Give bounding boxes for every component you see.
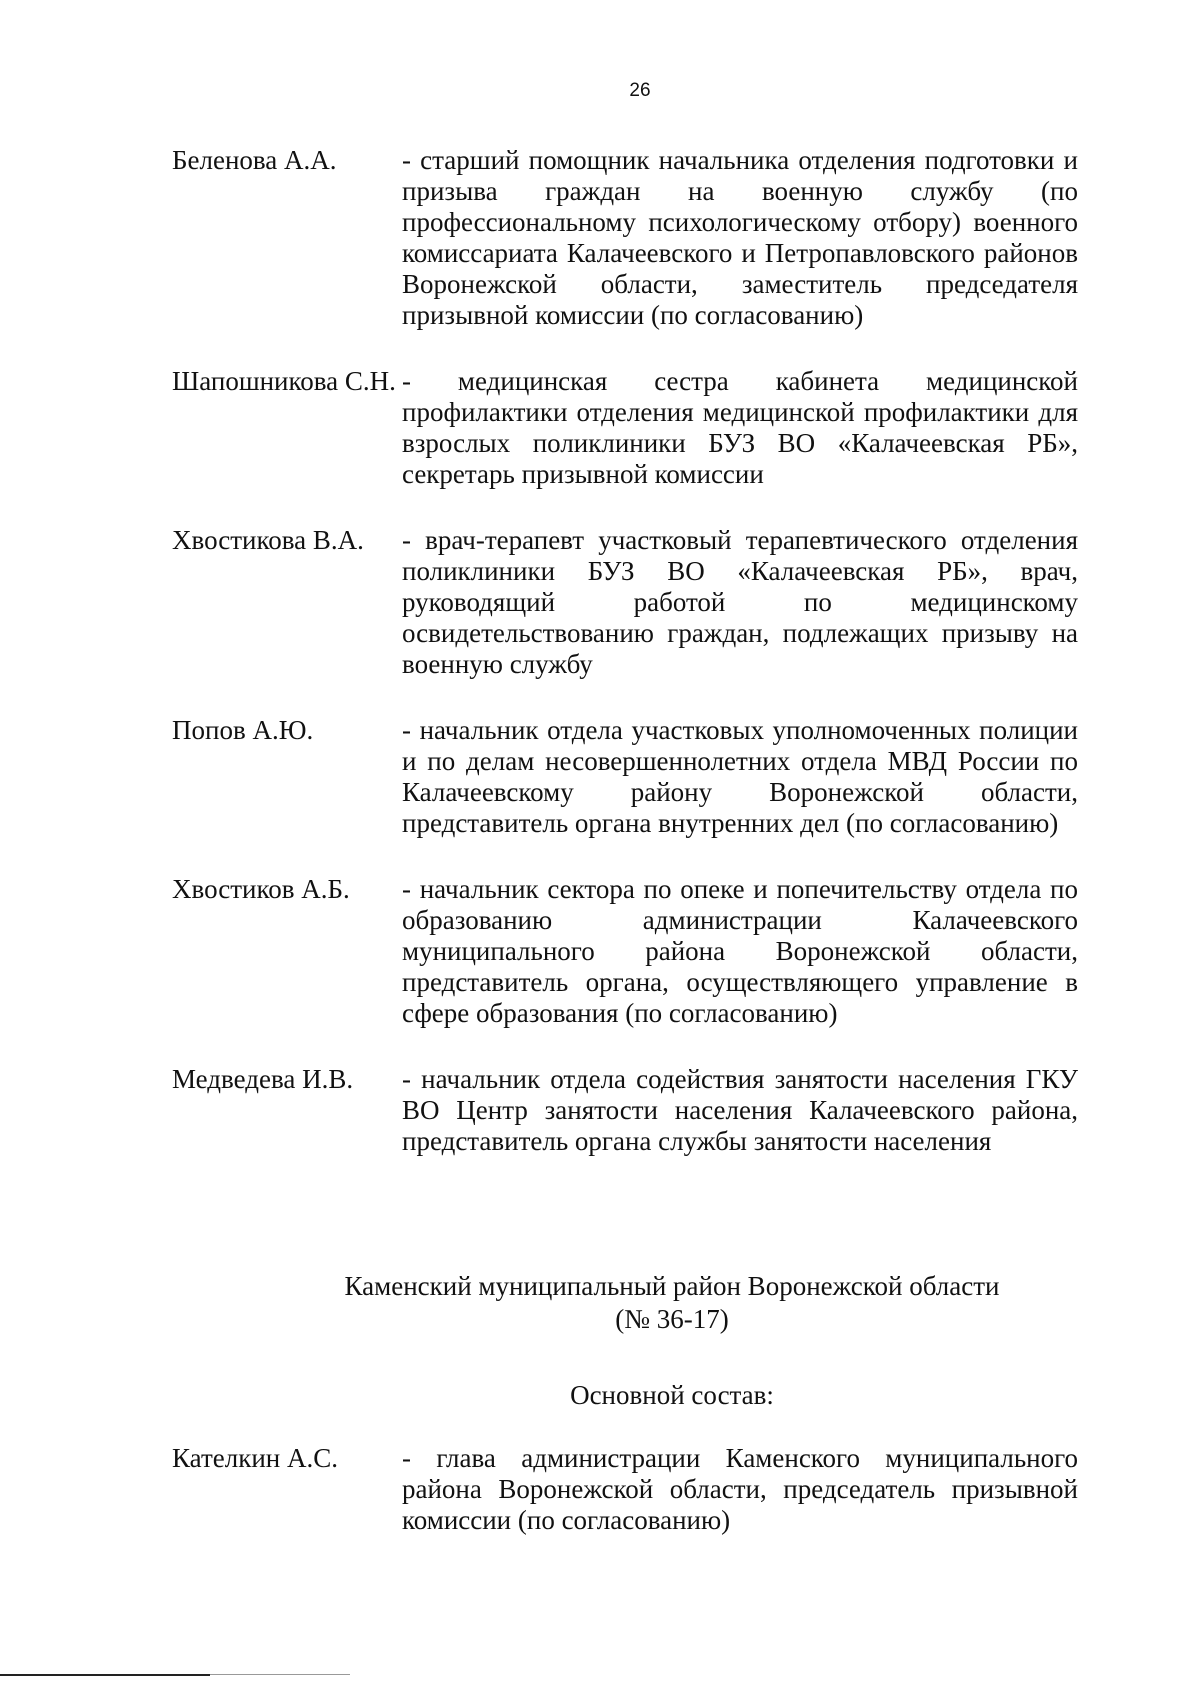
member-position: - начальник сектора по опеке и попечительству отдела по образованию администрации Калачеевского муниципального района Воронежской области, представитель органа, осуществляющего управление в сфере образования (по согласованию) [402,874,1078,1028]
commission-member-list [172,145,1078,1157]
member-entry [172,145,1078,331]
member-name: Хвостиков А.Б. [172,874,350,904]
district-title: Каменский муниципальный район Воронежской области [344,1271,1000,1301]
member-name: Беленова А.А. [172,145,337,175]
district-number: (№ 36-17) [615,1304,729,1334]
member-position: - врач-терапевт участковый терапевтического отделения поликлиники БУЗ ВО «Калачеевская РБ», врач, руководящий работой по медицинскому освидетельствованию граждан, подлежащих призыву на военную службу [402,525,1078,679]
member-position: - старший помощник начальника отделения подготовки и призыва граждан на военную службу (по профессиональному психологическому отбору) военного комиссариата Калачеевского и Петропавловского районов Воронежской области, заместитель председателя призывной комиссии (по согласованию) [402,145,1078,330]
footer-rule [0,1674,210,1676]
member-entry [172,1443,1078,1536]
member-position: - начальник отдела участковых уполномоченных полиции и по делам несовершеннолетних отдела МВД России по Калачеевскому району Воронежской области, представитель органа внутренних дел (по согласованию) [402,715,1078,838]
member-entry [172,366,1078,490]
district-section-heading [172,1270,1172,1336]
member-entry [172,874,1078,1029]
composition-subheading: Основной состав: [570,1380,774,1410]
footer-rule [210,1674,350,1675]
member-entry [172,525,1078,680]
member-entry [172,715,1078,839]
member-position: - глава администрации Каменского муниципального района Воронежской области, председатель призывной комиссии (по согласованию) [402,1443,1078,1535]
page-number: 26 [629,80,651,101]
member-name: Шапошникова С.Н. [172,366,396,396]
member-entry [172,1064,1078,1157]
member-position: - начальник отдела содействия занятости населения ГКУ ВО Центр занятости населения Калачеевского района, представитель органа службы занятости населения [402,1064,1078,1156]
member-name: Кателкин А.С. [172,1443,338,1473]
member-position: - медицинская сестра кабинета медицинской профилактики отделения медицинской профилактики для взрослых поликлиники БУЗ ВО «Калачеевская РБ», секретарь призывной комиссии [402,366,1078,489]
member-name: Хвостикова В.А. [172,525,364,555]
member-name: Медведева И.В. [172,1064,354,1094]
member-name: Попов А.Ю. [172,715,314,745]
